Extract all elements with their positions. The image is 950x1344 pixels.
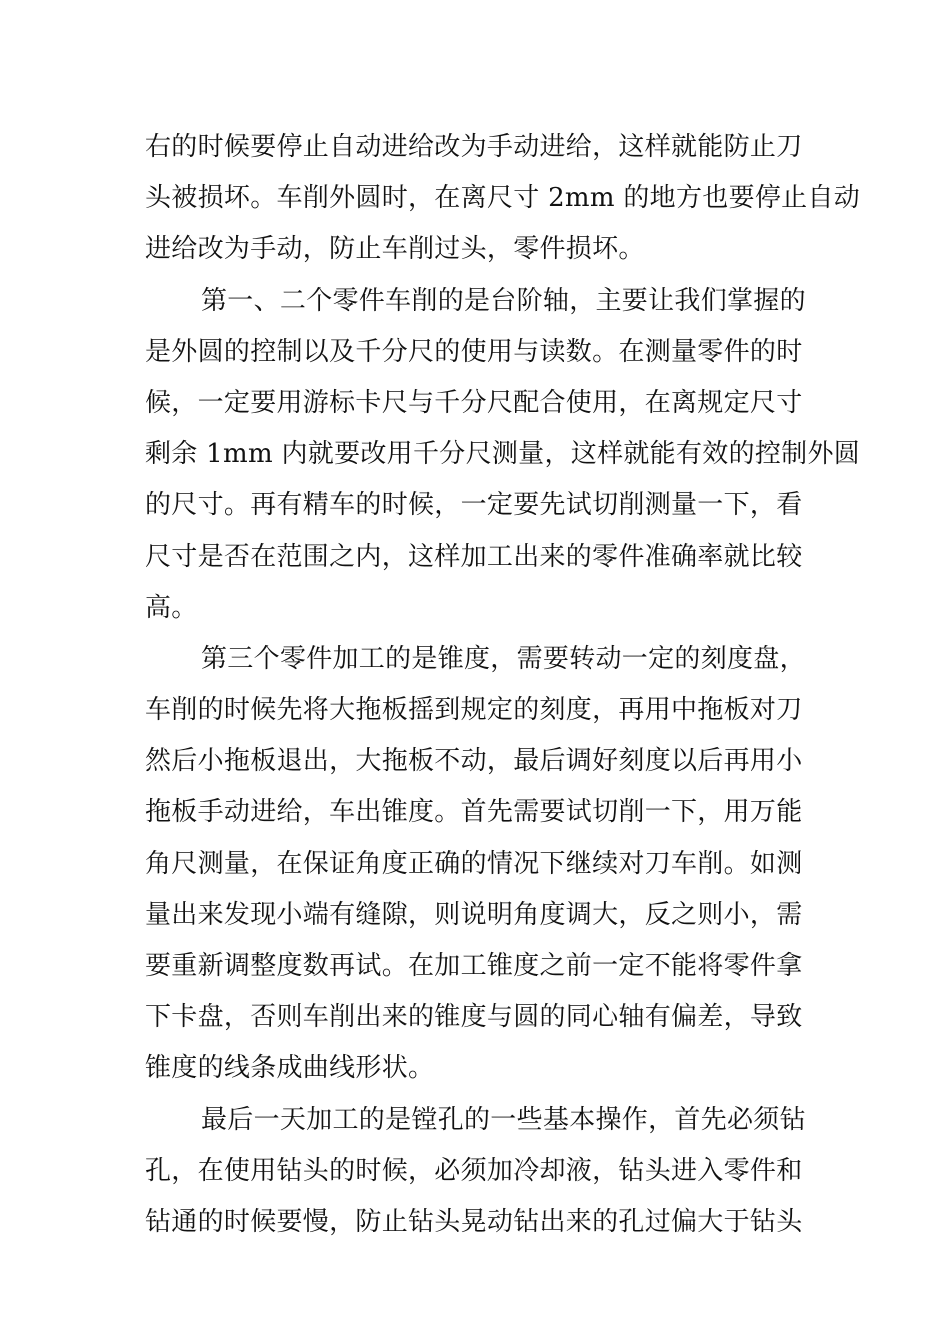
text-line: 高。	[145, 592, 198, 623]
text-line: 孔，在使用钻头的时候，必须加冷却液，钻头进入零件和	[145, 1155, 803, 1186]
text-line: 进给改为手动，防止车削过头，零件损坏。	[145, 234, 645, 265]
text-line: 然后小拖板退出，大拖板不动，最后调好刻度以后再用小	[145, 746, 803, 777]
text-line: 拖板手动进给，车出锥度。首先需要试切削一下，用万能	[145, 797, 803, 828]
text-line: 车削的时候先将大拖板摇到规定的刻度，再用中拖板对刀	[145, 695, 803, 726]
text-line: 钻通的时候要慢，防止钻头晃动钻出来的孔过偏大于钻头	[145, 1206, 803, 1237]
text-line: 锥度的线条成曲线形状。	[145, 1053, 435, 1084]
text-line: 头被损坏。车削外圆时，在离尺寸 2mm 的地方也要停止自动	[145, 183, 861, 214]
text-line: 是外圆的控制以及千分尺的使用与读数。在测量零件的时	[145, 336, 803, 367]
text-line: 下卡盘，否则车削出来的锥度与圆的同心轴有偏差，导致	[145, 1002, 803, 1033]
paragraph-first-line: 第三个零件加工的是锥度，需要转动一定的刻度盘，	[201, 643, 806, 674]
text-line: 尺寸是否在范围之内，这样加工出来的零件准确率就比较	[145, 541, 803, 572]
text-line: 候，一定要用游标卡尺与千分尺配合使用，在离规定尺寸	[145, 387, 803, 418]
text-line: 量出来发现小端有缝隙，则说明角度调大，反之则小，需	[145, 899, 803, 930]
paragraph-first-line: 第一、二个零件车削的是台阶轴，主要让我们掌握的	[201, 285, 806, 316]
text-line: 角尺测量，在保证角度正确的情况下继续对刀车削。如测	[145, 848, 803, 879]
text-line: 要重新调整度数再试。在加工锥度之前一定不能将零件拿	[145, 951, 803, 981]
text-line: 剩余 1mm 内就要改用千分尺测量，这样就能有效的控制外圆	[145, 439, 861, 470]
document-body	[145, 122, 861, 1248]
text-line: 右的时候要停止自动进给改为手动进给，这样就能防止刀	[145, 132, 803, 162]
paragraph-first-line: 最后一天加工的是镗孔的一些基本操作，首先必须钻	[201, 1104, 806, 1135]
text-line: 的尺寸。再有精车的时候，一定要先试切削测量一下，看	[145, 490, 803, 521]
